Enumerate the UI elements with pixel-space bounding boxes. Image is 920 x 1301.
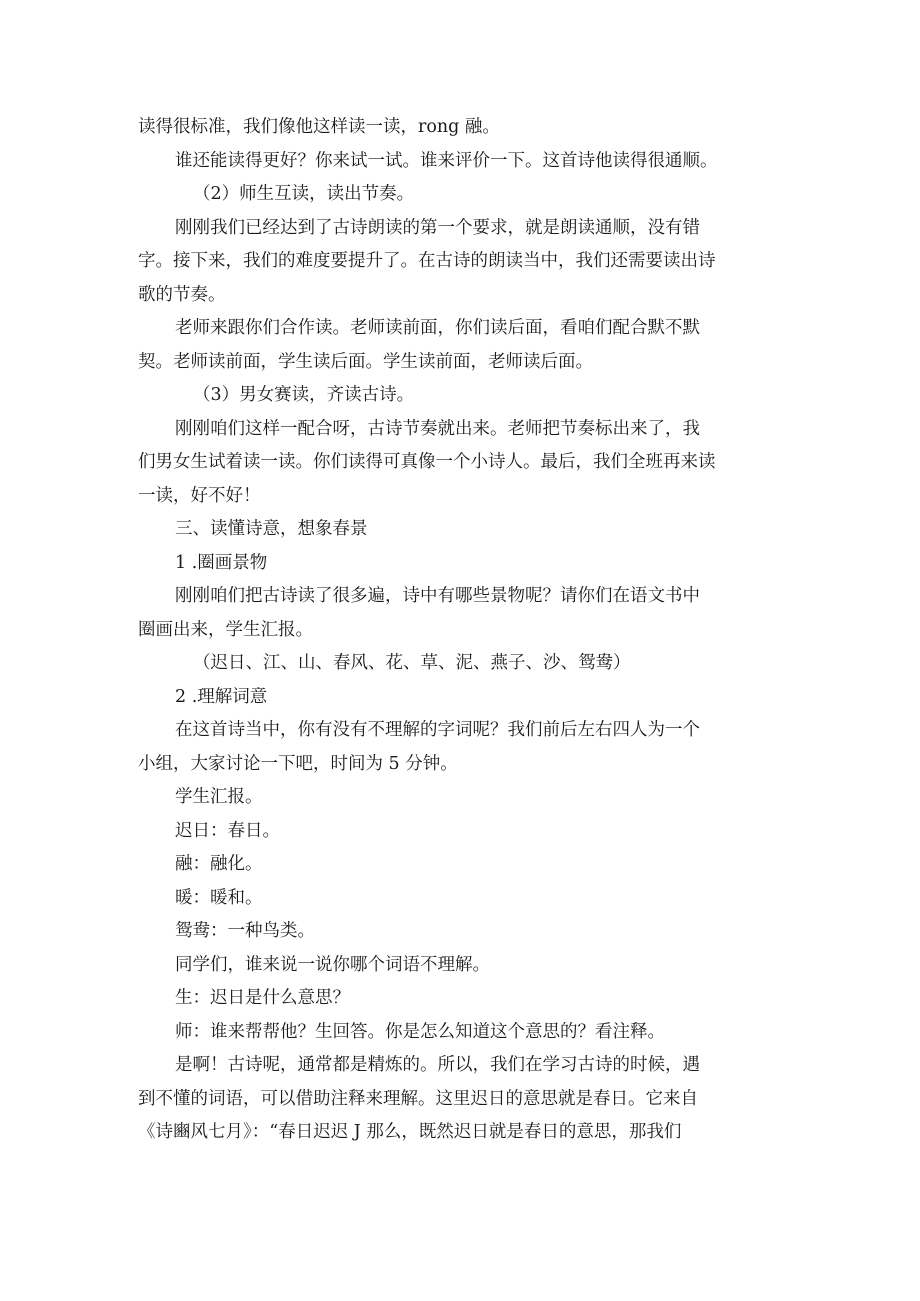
- paragraph-line: 刚刚咱们这样一配合呀，古诗节奏就出来。老师把节奏标出来了，我: [175, 418, 700, 439]
- paragraph-line: 歌的节奏。: [138, 284, 226, 305]
- paragraph-line: 师：谁来帮帮他？生回答。你是怎么知道这个意思的？看注释。: [175, 1021, 665, 1042]
- section-heading: 三、读懂诗意，想象春景: [175, 519, 368, 539]
- paragraph-line: 在这首诗当中，你有没有不理解的字词呢？我们前后左右四人为一个: [175, 720, 700, 740]
- paragraph-line: 《诗豳风七月》：“春日迟迟 J 那么，既然迟日就是春日的意思，那我们: [138, 1122, 682, 1142]
- paragraph-line: 圈画出来，学生汇报。: [138, 619, 313, 640]
- paragraph-line: 同学们，谁来说一说你哪个词语不理解。: [175, 954, 490, 975]
- paragraph-line: 读得很标准，我们像他这样读一读，rong 融。: [138, 117, 500, 137]
- subsection-heading: （2）师生互读，读出节奏。: [193, 184, 415, 204]
- paragraph-line: （迟日、江、山、春风、花、草、泥、燕子、沙、鸳鸯）: [193, 653, 631, 673]
- paragraph-line: 一读，好不好！: [138, 485, 261, 506]
- paragraph-line: 融：融化。: [175, 854, 263, 874]
- paragraph-line: 刚刚我们已经达到了古诗朗读的第一个要求，就是朗读通顺，没有错: [175, 217, 700, 238]
- subsection-heading: 2 .理解词意: [175, 686, 268, 707]
- paragraph-line: 谁还能读得更好？你来试一试。谁来评价一下。这首诗他读得很通顺。: [175, 150, 718, 171]
- paragraph-line: 小组，大家讨论一下吧，时间为 5 分钟。: [138, 753, 458, 774]
- paragraph-line: 刚刚咱们把古诗读了很多遍，诗中有哪些景物呢？请你们在语文书中: [175, 586, 700, 606]
- paragraph-line: 老师来跟你们合作读。老师读前面，你们读后面，看咱们配合默不默: [175, 318, 700, 338]
- paragraph-line: 生：迟日是什么意思？: [175, 988, 350, 1008]
- document-body: [138, 111, 790, 1150]
- paragraph-line: 迟日：春日。: [175, 820, 280, 841]
- paragraph-line: 契。老师读前面，学生读后面。学生读前面，老师读后面。: [138, 351, 593, 372]
- subsection-heading: （3）男女赛读，齐读古诗。: [193, 385, 415, 405]
- paragraph-line: 们男女生试着读一读。你们读得可真像一个小诗人。最后，我们全班再来读: [138, 452, 716, 472]
- paragraph-line: 学生汇报。: [175, 787, 263, 807]
- subsection-heading: 1 .圈画景物: [175, 552, 268, 573]
- paragraph-line: 暖：暖和。: [175, 887, 263, 908]
- paragraph-line: 字。接下来，我们的难度要提升了。在古诗的朗读当中，我们还需要读出诗: [138, 251, 716, 271]
- paragraph-line: 鸳鸯：一种鸟类。: [175, 921, 315, 941]
- paragraph-line: 是啊！古诗呢，通常都是精炼的。所以，我们在学习古诗的时候，遇: [175, 1055, 700, 1075]
- paragraph-line: 到不懂的词语，可以借助注释来理解。这里迟日的意思就是春日。它来自: [138, 1088, 698, 1109]
